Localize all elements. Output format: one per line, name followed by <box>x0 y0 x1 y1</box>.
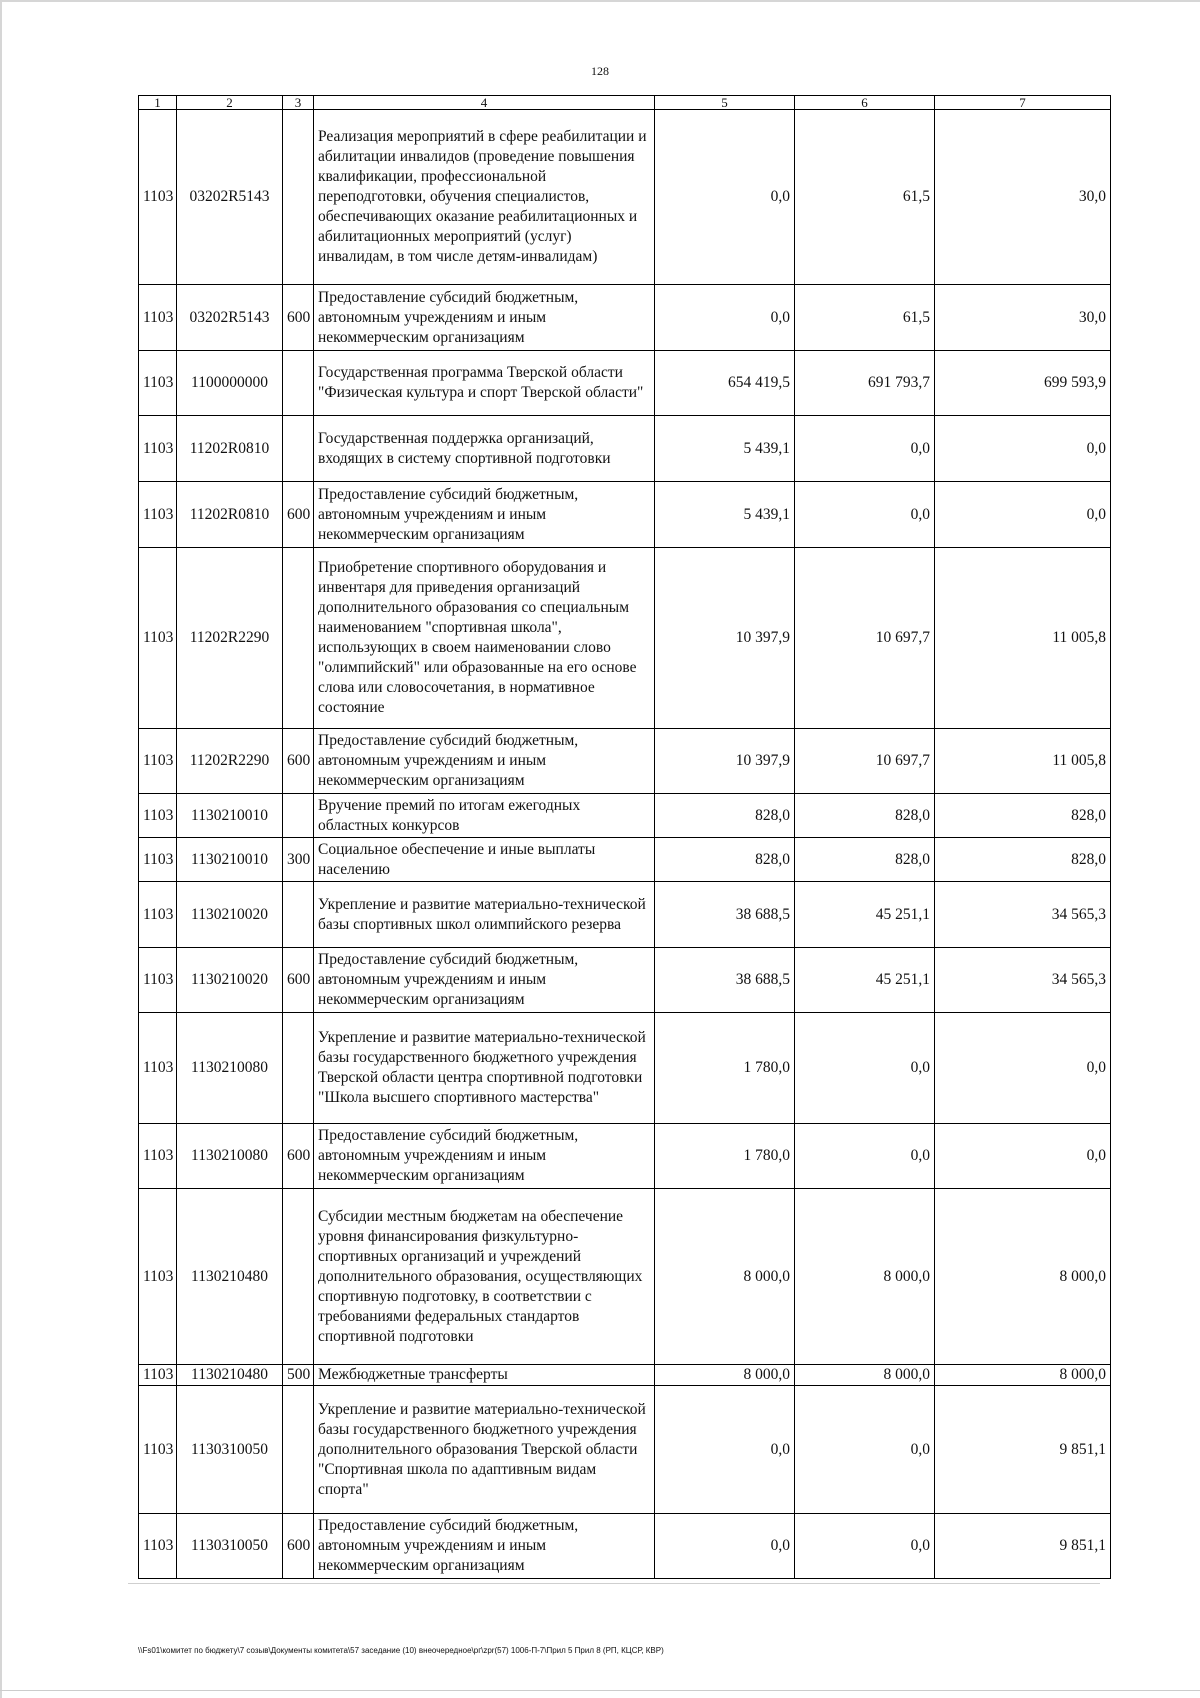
item-name: Субсидии местным бюджетам на обеспечение уровня финансирования физкультурно-спортивных организаций и учреждений дополнительного образования, осуществляющих спортивную подготовку, в соответствии с требованиями федеральных стандартов спортивной подготовки <box>314 1189 655 1365</box>
expense-type-code <box>283 548 314 729</box>
amount-col7: 11 005,8 <box>935 729 1111 794</box>
target-article-code: 11202R0810 <box>177 482 283 548</box>
table-row <box>139 1189 1111 1365</box>
column-header: 3 <box>283 96 314 110</box>
target-article-code: 1130210080 <box>177 1124 283 1189</box>
target-article-code: 1130210010 <box>177 794 283 838</box>
item-name: Предоставление субсидий бюджетным, автономным учреждениям и иным некоммерческим организациям <box>314 1124 655 1189</box>
table-row <box>139 110 1111 285</box>
footer-file-path: \\Fs01\комитет по бюджету\7 созыв\Документы комитета\57 заседание (10) внеочередное\рг\zpr(57) 1006-П-7\Прил 5 Прил 8 (РП, КЦСР, КВР) <box>138 1646 664 1655</box>
expense-type-code <box>283 794 314 838</box>
amount-col7: 0,0 <box>935 482 1111 548</box>
item-name: Укрепление и развитие материально-технической базы спортивных школ олимпийского резерва <box>314 882 655 948</box>
expense-type-code <box>283 1189 314 1365</box>
section-code: 1103 <box>139 548 177 729</box>
amount-col5: 0,0 <box>655 1514 795 1579</box>
target-article-code: 1130210020 <box>177 948 283 1013</box>
section-code: 1103 <box>139 794 177 838</box>
section-code: 1103 <box>139 1013 177 1124</box>
amount-col6: 0,0 <box>795 1514 935 1579</box>
column-header: 4 <box>314 96 655 110</box>
section-code: 1103 <box>139 948 177 1013</box>
expense-type-code: 500 <box>283 1365 314 1386</box>
amount-col5: 828,0 <box>655 794 795 838</box>
amount-col5: 0,0 <box>655 285 795 351</box>
target-article-code: 11202R0810 <box>177 416 283 482</box>
amount-col7: 34 565,3 <box>935 882 1111 948</box>
amount-col7: 30,0 <box>935 285 1111 351</box>
amount-col7: 0,0 <box>935 416 1111 482</box>
target-article-code: 03202R5143 <box>177 110 283 285</box>
section-code: 1103 <box>139 1189 177 1365</box>
section-code: 1103 <box>139 110 177 285</box>
section-code: 1103 <box>139 1514 177 1579</box>
expense-type-code <box>283 416 314 482</box>
table-row <box>139 1386 1111 1514</box>
item-name: Предоставление субсидий бюджетным, автономным учреждениям и иным некоммерческим организациям <box>314 948 655 1013</box>
table-row <box>139 285 1111 351</box>
table-row <box>139 1365 1111 1386</box>
item-name: Вручение премий по итогам ежегодных областных конкурсов <box>314 794 655 838</box>
column-header: 7 <box>935 96 1111 110</box>
amount-col6: 0,0 <box>795 482 935 548</box>
amount-col7: 8 000,0 <box>935 1365 1111 1386</box>
amount-col5: 38 688,5 <box>655 948 795 1013</box>
amount-col7: 9 851,1 <box>935 1386 1111 1514</box>
expense-type-code <box>283 351 314 416</box>
amount-col6: 828,0 <box>795 838 935 882</box>
target-article-code: 1100000000 <box>177 351 283 416</box>
table-row <box>139 548 1111 729</box>
section-code: 1103 <box>139 1365 177 1386</box>
column-header: 5 <box>655 96 795 110</box>
section-code: 1103 <box>139 1124 177 1189</box>
table-row <box>139 416 1111 482</box>
scan-edge <box>0 0 1200 2</box>
section-code: 1103 <box>139 285 177 351</box>
section-code: 1103 <box>139 416 177 482</box>
amount-col5: 10 397,9 <box>655 548 795 729</box>
amount-col5: 38 688,5 <box>655 882 795 948</box>
item-name: Реализация мероприятий в сфере реабилитации и абилитации инвалидов (проведение повышения квалификации, профессиональной переподготовки, обучения специалистов, обеспечивающих оказание реабилитационных и абилитационных мероприятий (услуг) инвалидам, в том числе детям-инвалидам) <box>314 110 655 285</box>
amount-col6: 0,0 <box>795 1013 935 1124</box>
expense-type-code <box>283 882 314 948</box>
item-name: Приобретение спортивного оборудования и инвентаря для приведения организаций дополнительного образования со специальным наименованием "спортивная школа", использующих в своем наименовании слово "олимпийский" или образованные на его основе слова или словосочетания, в нормативное состояние <box>314 548 655 729</box>
table-row <box>139 794 1111 838</box>
amount-col6: 10 697,7 <box>795 548 935 729</box>
amount-col6: 61,5 <box>795 285 935 351</box>
footer-divider <box>128 1583 1100 1584</box>
expense-type-code: 600 <box>283 1514 314 1579</box>
target-article-code: 1130210480 <box>177 1189 283 1365</box>
amount-col6: 45 251,1 <box>795 882 935 948</box>
amount-col6: 828,0 <box>795 794 935 838</box>
amount-col7: 34 565,3 <box>935 948 1111 1013</box>
section-code: 1103 <box>139 1386 177 1514</box>
item-name: Социальное обеспечение и иные выплаты населению <box>314 838 655 882</box>
amount-col5: 1 780,0 <box>655 1013 795 1124</box>
item-name: Государственная поддержка организаций, входящих в систему спортивной подготовки <box>314 416 655 482</box>
table-row <box>139 882 1111 948</box>
expense-type-code <box>283 1013 314 1124</box>
target-article-code: 11202R2290 <box>177 548 283 729</box>
page-number: 128 <box>591 64 609 78</box>
amount-col7: 9 851,1 <box>935 1514 1111 1579</box>
amount-col5: 654 419,5 <box>655 351 795 416</box>
amount-col5: 10 397,9 <box>655 729 795 794</box>
section-code: 1103 <box>139 482 177 548</box>
amount-col6: 10 697,7 <box>795 729 935 794</box>
expense-type-code: 600 <box>283 948 314 1013</box>
column-header: 1 <box>139 96 177 110</box>
item-name: Укрепление и развитие материально-технической базы государственного бюджетного учреждения дополнительного образования Тверской области "Спортивная школа по адаптивным видам спорта" <box>314 1386 655 1514</box>
amount-col6: 61,5 <box>795 110 935 285</box>
item-name: Предоставление субсидий бюджетным, автономным учреждениям и иным некоммерческим организациям <box>314 729 655 794</box>
amount-col6: 45 251,1 <box>795 948 935 1013</box>
table-row <box>139 948 1111 1013</box>
section-code: 1103 <box>139 351 177 416</box>
amount-col7: 828,0 <box>935 838 1111 882</box>
amount-col5: 5 439,1 <box>655 416 795 482</box>
table-row <box>139 1124 1111 1189</box>
amount-col5: 0,0 <box>655 110 795 285</box>
expense-type-code: 600 <box>283 729 314 794</box>
amount-col7: 828,0 <box>935 794 1111 838</box>
section-code: 1103 <box>139 838 177 882</box>
target-article-code: 1130210010 <box>177 838 283 882</box>
amount-col6: 8 000,0 <box>795 1365 935 1386</box>
amount-col5: 5 439,1 <box>655 482 795 548</box>
item-name: Предоставление субсидий бюджетным, автономным учреждениям и иным некоммерческим организациям <box>314 482 655 548</box>
amount-col6: 0,0 <box>795 1386 935 1514</box>
item-name: Предоставление субсидий бюджетным, автономным учреждениям и иным некоммерческим организациям <box>314 285 655 351</box>
table-row <box>139 482 1111 548</box>
expense-type-code <box>283 110 314 285</box>
scan-edge <box>0 0 2 1698</box>
table-row <box>139 1013 1111 1124</box>
amount-col6: 691 793,7 <box>795 351 935 416</box>
amount-col7: 11 005,8 <box>935 548 1111 729</box>
amount-col5: 0,0 <box>655 1386 795 1514</box>
amount-col7: 0,0 <box>935 1013 1111 1124</box>
item-name: Государственная программа Тверской области "Физическая культура и спорт Тверской области" <box>314 351 655 416</box>
table-row <box>139 1514 1111 1579</box>
expense-type-code <box>283 1386 314 1514</box>
item-name: Межбюджетные трансферты <box>314 1365 655 1386</box>
expense-type-code: 300 <box>283 838 314 882</box>
table-row <box>139 729 1111 794</box>
table-row <box>139 838 1111 882</box>
amount-col6: 0,0 <box>795 416 935 482</box>
target-article-code: 1130210020 <box>177 882 283 948</box>
section-code: 1103 <box>139 882 177 948</box>
amount-col5: 8 000,0 <box>655 1189 795 1365</box>
target-article-code: 11202R2290 <box>177 729 283 794</box>
amount-col7: 0,0 <box>935 1124 1111 1189</box>
target-article-code: 1130310050 <box>177 1514 283 1579</box>
column-header: 2 <box>177 96 283 110</box>
expense-type-code: 600 <box>283 1124 314 1189</box>
budget-table <box>138 95 1111 1579</box>
scan-edge <box>0 1690 1200 1691</box>
expense-type-code: 600 <box>283 482 314 548</box>
item-name: Укрепление и развитие материально-технической базы государственного бюджетного учреждения Тверской области центра спортивной подготовки "Школа высшего спортивного мастерства" <box>314 1013 655 1124</box>
target-article-code: 03202R5143 <box>177 285 283 351</box>
amount-col6: 0,0 <box>795 1124 935 1189</box>
amount-col5: 828,0 <box>655 838 795 882</box>
column-number-row <box>139 96 1111 110</box>
amount-col5: 8 000,0 <box>655 1365 795 1386</box>
target-article-code: 1130210480 <box>177 1365 283 1386</box>
amount-col7: 30,0 <box>935 110 1111 285</box>
amount-col6: 8 000,0 <box>795 1189 935 1365</box>
target-article-code: 1130210080 <box>177 1013 283 1124</box>
target-article-code: 1130310050 <box>177 1386 283 1514</box>
item-name: Предоставление субсидий бюджетным, автономным учреждениям и иным некоммерческим организациям <box>314 1514 655 1579</box>
expense-type-code: 600 <box>283 285 314 351</box>
section-code: 1103 <box>139 729 177 794</box>
amount-col7: 699 593,9 <box>935 351 1111 416</box>
amount-col7: 8 000,0 <box>935 1189 1111 1365</box>
table-row <box>139 351 1111 416</box>
amount-col5: 1 780,0 <box>655 1124 795 1189</box>
column-header: 6 <box>795 96 935 110</box>
